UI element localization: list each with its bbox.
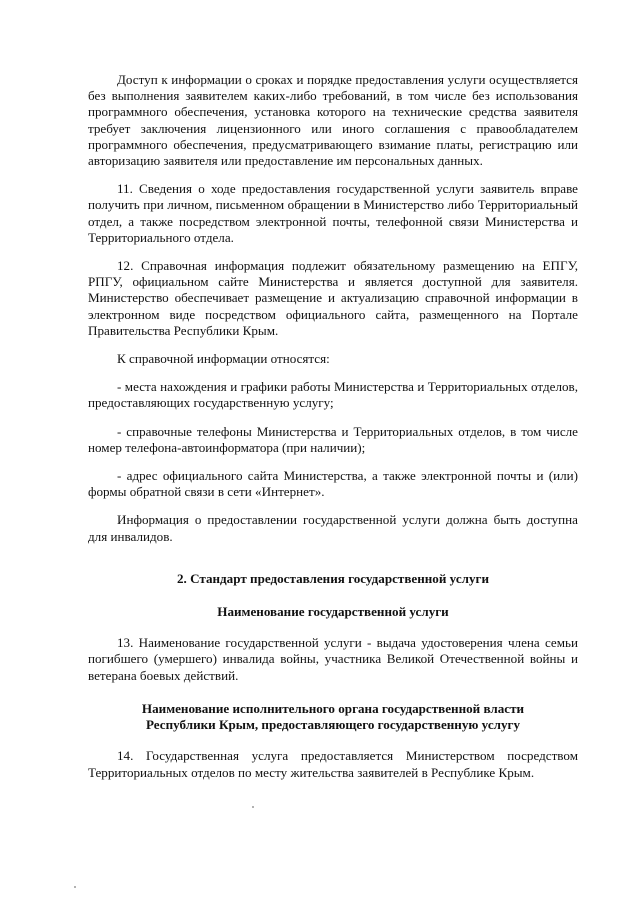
scan-speck xyxy=(252,806,254,808)
paragraph-reference-intro: К справочной информации относятся: xyxy=(117,351,330,367)
list-item-locations: - места нахождения и графики работы Министерства и Территориальных отделов, предоставляющих государственную услугу; xyxy=(88,379,578,411)
paragraph-12: 12. Справочная информация подлежит обязательному размещению на ЕПГУ, РПГУ, официальном сайте Министерства и является доступной для заявителя. Министерство обеспечивает размещение и актуализацию справочной информации в электронном виде посредством официального сайта, размещенного на Портале Правительства Республики Крым. xyxy=(88,258,578,338)
subheading-authority-line-1: Наименование исполнительного органа государственной власти xyxy=(141,700,525,716)
section-heading: 2. Стандарт предоставления государственной услуги xyxy=(176,570,490,586)
subheading-service-name: Наименование государственной услуги xyxy=(217,604,449,620)
document-body xyxy=(88,72,578,781)
paragraph-accessibility: Информация о предоставлении государственной услуги должна быть доступна для инвалидов. xyxy=(88,512,578,544)
paragraph-11: 11. Сведения о ходе предоставления государственной услуги заявитель вправе получить при личном, письменном обращении в Министерство либо Территориальный отдел, а также посредством электронной почты, телефонной связи Министерства и Территориального отдела. xyxy=(88,181,578,245)
subheading-authority-line-2: Республики Крым, предоставляющего государственную услугу xyxy=(145,717,521,733)
list-item-phones: - справочные телефоны Министерства и Территориальных отделов, в том числе номер телефона-автоинформатора (при наличии); xyxy=(88,423,578,455)
paragraph-access-info: Доступ к информации о сроках и порядке предоставления услуги осуществляется без выполнения заявителем каких-либо требований, в том числе без использования программного обеспечения, установка которого на технические средства заявителя требует заключения лицензионного или иного соглашения с правообладателем программного обеспечения, предусматривающего взимание платы, регистрацию или авторизацию заявителя или предоставление им персональных данных. xyxy=(88,72,578,169)
paragraph-14: 14. Государственная услуга предоставляется Министерством посредством Территориальных отделов по месту жительства заявителей в Республике Крым. xyxy=(88,748,578,780)
scan-speck xyxy=(74,886,76,888)
subheading-authority xyxy=(88,701,578,733)
paragraph-13: 13. Наименование государственной услуги - выдача удостоверения члена семьи погибшего (умершего) инвалида войны, участника Великой Отечественной войны и ветерана боевых действий. xyxy=(88,635,578,683)
list-item-website: - адрес официального сайта Министерства, а также электронной почты и (или) формы обратной связи в сети «Интернет». xyxy=(88,468,578,500)
